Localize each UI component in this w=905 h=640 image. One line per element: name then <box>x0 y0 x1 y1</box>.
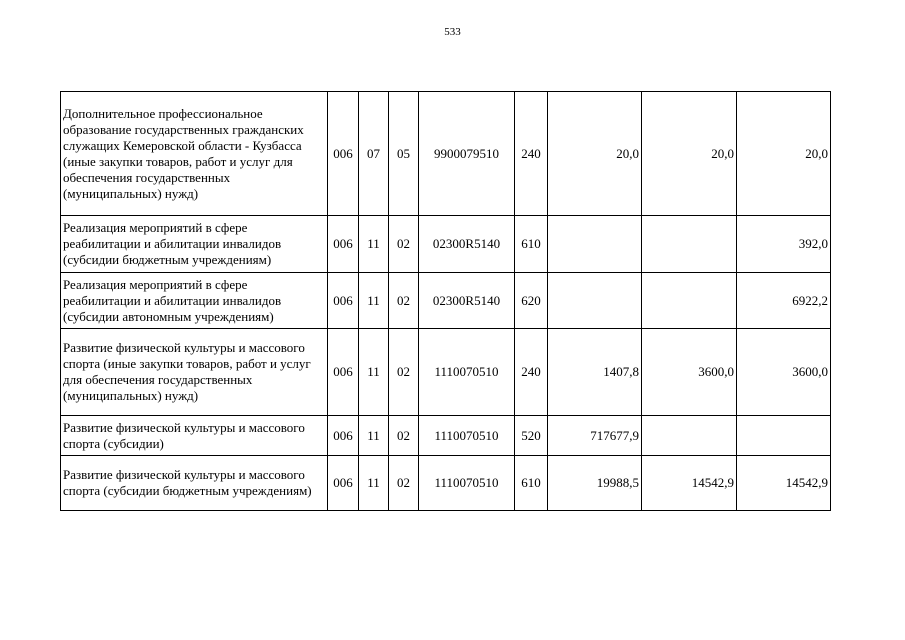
cell-amount-2: 20,0 <box>642 92 737 216</box>
cell-description: Развитие физической культуры и массового спорта (субсидии) <box>61 416 328 456</box>
cell-ministry: 006 <box>328 92 359 216</box>
cell-amount-1: 717677,9 <box>548 416 642 456</box>
cell-ministry: 006 <box>328 273 359 329</box>
table-row <box>61 456 831 511</box>
cell-section: 11 <box>359 329 389 416</box>
cell-expense-type: 240 <box>515 329 548 416</box>
cell-expense-type: 240 <box>515 92 548 216</box>
cell-amount-1: 20,0 <box>548 92 642 216</box>
cell-description: Развитие физической культуры и массового спорта (иные закупки товаров, работ и услуг для обеспечения государственных (муниципальных) нужд) <box>61 329 328 416</box>
cell-amount-3 <box>737 416 831 456</box>
cell-amount-1 <box>548 273 642 329</box>
cell-amount-1 <box>548 216 642 273</box>
cell-ministry: 006 <box>328 456 359 511</box>
cell-target-article: 1110070510 <box>419 416 515 456</box>
cell-section: 11 <box>359 456 389 511</box>
cell-section: 11 <box>359 273 389 329</box>
table-row <box>61 329 831 416</box>
cell-amount-2: 14542,9 <box>642 456 737 511</box>
table-row <box>61 92 831 216</box>
cell-expense-type: 610 <box>515 456 548 511</box>
cell-expense-type: 610 <box>515 216 548 273</box>
cell-amount-1: 19988,5 <box>548 456 642 511</box>
cell-description: Развитие физической культуры и массового спорта (субсидии бюджетным учреждениям) <box>61 456 328 511</box>
cell-amount-3: 14542,9 <box>737 456 831 511</box>
cell-amount-2: 3600,0 <box>642 329 737 416</box>
cell-ministry: 006 <box>328 416 359 456</box>
cell-amount-2 <box>642 273 737 329</box>
cell-section: 11 <box>359 216 389 273</box>
cell-amount-1: 1407,8 <box>548 329 642 416</box>
budget-table <box>60 91 831 511</box>
cell-subsection: 02 <box>389 216 419 273</box>
cell-subsection: 05 <box>389 92 419 216</box>
cell-target-article: 02300R5140 <box>419 273 515 329</box>
cell-description: Реализация мероприятий в сфере реабилитации и абилитации инвалидов (субсидии автономным учреждениям) <box>61 273 328 329</box>
cell-target-article: 1110070510 <box>419 329 515 416</box>
cell-section: 11 <box>359 416 389 456</box>
cell-description: Реализация мероприятий в сфере реабилитации и абилитации инвалидов (субсидии бюджетным учреждениям) <box>61 216 328 273</box>
cell-target-article: 02300R5140 <box>419 216 515 273</box>
cell-expense-type: 620 <box>515 273 548 329</box>
cell-subsection: 02 <box>389 329 419 416</box>
table-row <box>61 216 831 273</box>
cell-ministry: 006 <box>328 216 359 273</box>
cell-amount-2 <box>642 416 737 456</box>
cell-amount-3: 3600,0 <box>737 329 831 416</box>
cell-subsection: 02 <box>389 456 419 511</box>
cell-amount-3: 6922,2 <box>737 273 831 329</box>
cell-expense-type: 520 <box>515 416 548 456</box>
cell-subsection: 02 <box>389 416 419 456</box>
table-row <box>61 416 831 456</box>
page-number: 533 <box>444 26 461 38</box>
cell-target-article: 1110070510 <box>419 456 515 511</box>
cell-amount-2 <box>642 216 737 273</box>
cell-ministry: 006 <box>328 329 359 416</box>
cell-amount-3: 20,0 <box>737 92 831 216</box>
cell-subsection: 02 <box>389 273 419 329</box>
table-row <box>61 273 831 329</box>
cell-description: Дополнительное профессиональное образование государственных гражданских служащих Кемеровской области - Кузбасса (иные закупки товаров, работ и услуг для обеспечения государственных (муниципальных) нужд) <box>61 92 328 216</box>
cell-section: 07 <box>359 92 389 216</box>
cell-amount-3: 392,0 <box>737 216 831 273</box>
cell-target-article: 9900079510 <box>419 92 515 216</box>
